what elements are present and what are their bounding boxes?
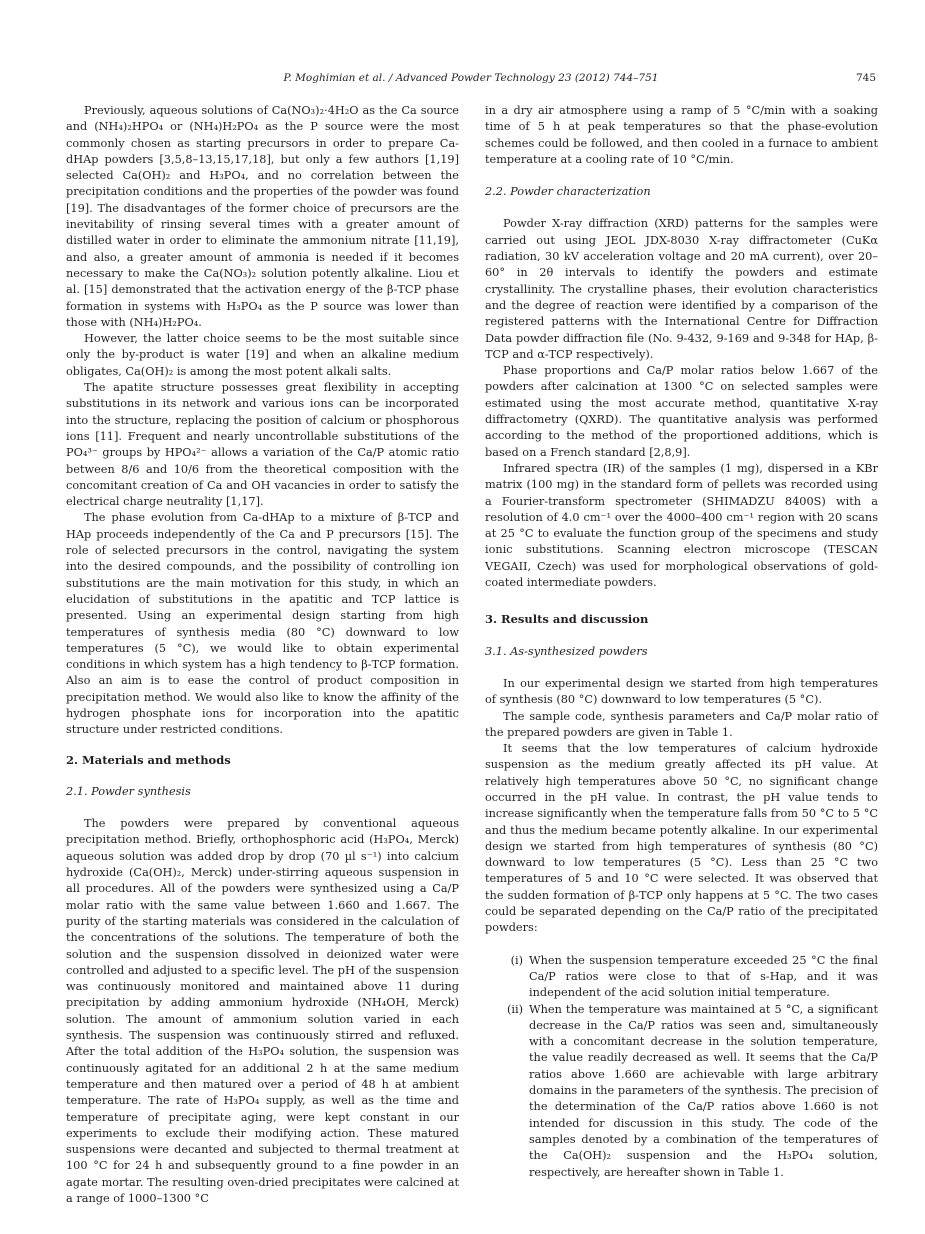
paragraph: The powders were prepared by conventional aqueous precipitation method. Briefly, orthophosphoric acid (H₃PO₄, Merck) aqueous solution was added drop by drop (70 µl s⁻¹) into calcium hydroxide (Ca(OH)₂, Merck) under-stirring aqueous suspension in all procedures. All of the powders were synthesized using a Ca/P molar ratio with the same value between 1.660 and 1.667. The purity of the starting materials was considered in the calculation of the concentrations of the solutions. The temperature of both the solution and the suspension dissolved in deionized water were controlled and adjusted to a specific level. The pH of the suspension was continuously monitored and maintained above 11 during precipitation by adding ammonium hydroxide (NH₄OH, Merck) solution. The amount of ammonium solution varied in each synthesis. The suspension was continuously stirred and refluxed. After the total addition of the H₃PO₄ solution, the suspension was continuously agitated for an additional 2 h at the same medium temperature and then matured over a period of 48 h at ambient temperature. The rate of H₃PO₄ supply, as well as the time and temperature of precipitate aging, were kept constant in our experiments to exclude their modifying action. These matured suspensions were decanted and subjected to thermal treatment at 100 °C for 24 h and subsequently ground to a fine powder in an agate mortar. The resulting oven-dried precipitates were calcined at a range of 1000–1300 °C	[66, 817, 459, 1205]
paragraph: The sample code, synthesis parameters and Ca/P molar ratio of the prepared powders are given in Table 1.	[485, 709, 878, 739]
subsection-heading: 2.1. Powder synthesis	[66, 784, 191, 798]
paragraph: Previously, aqueous solutions of Ca(NO₃)₂·4H₂O as the Ca source and (NH₄)₂HPO₄ or (NH₄)H₂PO₄ as the P source were the most commonly chosen as starting precursors in order to prepare Ca-dHAp powders [3,5,8–13,15,17,18], but only a few authors [1,19] selected Ca(OH)₂ and H₃PO₄, and no correlation between the precipitation conditions and the properties of the powder was found [19]. The disadvantages of the former choice of precursors are the inevitability of rinsing several times with a greater amount of distilled water in order to eliminate the ammonium nitrate [11,19], and also, a greater amount of ammonia is needed if it becomes necessary to make the Ca(NO₃)₂ solution potently alkaline. Liou et al. [15] demonstrated that the activation energy of the β-TCP phase formation in systems with H₃PO₄ as the P source was lower than those with (NH₄)H₂PO₄.	[66, 104, 459, 329]
paragraph: The apatite structure possesses great flexibility in accepting substitutions in its network and various ions can be incorporated into the structure, replacing the position of calcium or phosphorous ions [11]. Frequent and nearly uncontrollable substitutions of the PO₄³⁻ groups by HPO₄²⁻ allows a variation of the Ca/P atomic ratio between 8/6 and 10/6 from the theoretical composition with the concomitant creation of Ca and OH vacancies in order to satisfy the electrical charge neutrality [1,17].	[66, 381, 459, 509]
list-text: When the suspension temperature exceeded 25 °C the final Ca/P ratios were close to that of s-Hap, and it was independent of the acid solution initial temperature.	[529, 953, 878, 1000]
list-item	[485, 953, 878, 1002]
paragraph: It seems that the low temperatures of calcium hydroxide suspension as the medium greatly affected its pH value. At relatively high temperatures above 50 °C, no significant change occurred in the pH value. In contrast, the pH value tends to increase significantly when the temperature falls from 50 °C to 5 °C and thus the medium became potently alkaline. In our experimental design we started from high temperatures of synthesis (80 °C) downward to low temperatures (5 °C). Less than 25 °C two temperatures of 5 and 10 °C were selected. It was observed that the sudden formation of β-TCP only happens at 5 °C. The two cases could be separated depending on the Ca/P ratio of the precipitated powders:	[485, 742, 878, 935]
page-number: 745	[855, 72, 876, 84]
paragraph: Phase proportions and Ca/P molar ratios below 1.667 of the powders after calcination at 1300 °C on selected samples were estimated using the most accurate method, quantitative X-ray diffractometry (QXRD). The quantitative analysis was performed according to the method of the proportioned additions, which is based on a French standard [2,8,9].	[485, 364, 878, 459]
section-heading: 2. Materials and methods	[66, 752, 231, 767]
paragraph: In our experimental design we started from high temperatures of synthesis (80 °C) downward to low temperatures (5 °C).	[485, 676, 878, 707]
list-marker: (ii)	[506, 1002, 523, 1016]
subsection-heading: 3.1. As-synthesized powders	[485, 644, 648, 658]
running-title: P. Moghimian et al. / Advanced Powder Technology 23 (2012) 744–751	[283, 72, 659, 84]
left-column	[66, 103, 459, 1207]
list-text: When the temperature was maintained at 5 °C, a significant decrease in the Ca/P ratios was seen and, simultaneously with a concomitant decrease in the solution temperature, the value readily decreased as well. It seems that the Ca/P ratios above 1.660 are achievable with large arbitrary domains in the parameters of the synthesis. The precision of the determination of the Ca/P ratios above 1.660 is not intended for discussion in this study. The code of the samples denoted by a combination of the temperatures of the Ca(OH)₂ suspension and the H₃PO₄ solution, respectively, are hereafter shown in Table 1.	[529, 1002, 878, 1179]
subsection-heading: 2.2. Powder characterization	[485, 185, 651, 199]
list-item	[485, 1002, 878, 1181]
right-column	[485, 103, 878, 1181]
list-marker: (i)	[510, 953, 523, 967]
paragraph: in a dry air atmosphere using a ramp of 5 °C/min with a soaking time of 5 h at peak temperatures so that the phase-evolution schemes could be followed, and then cooled in a furnace to ambient temperature at a cooling rate of 10 °C/min.	[485, 104, 878, 166]
paragraph: However, the latter choice seems to be the most suitable since only the by-product is water [19] and when an alkaline medium obligates, Ca(OH)₂ is among the most potent alkali salts.	[66, 332, 459, 378]
paragraph: Powder X-ray diffraction (XRD) patterns for the samples were carried out using JEOL JDX-8030 X-ray diffractometer (CuKα radiation, 30 kV acceleration voltage and 20 mA current), over 20–60° in 2θ intervals to identify the powders and estimate crystallinity. The crystalline phases, their evolution characteristics and the degree of reaction were identified by a comparison of the registered patterns with the International Centre for Diffraction Data powder diffraction file (No. 9-432, 9-169 and 9-348 for HAp, β-TCP and α-TCP respectively).	[485, 217, 878, 361]
numbered-list	[485, 953, 878, 1181]
paragraph: The phase evolution from Ca-dHAp to a mixture of β-TCP and HAp proceeds independently of the Ca and P precursors [15]. The role of selected precursors in the control, navigating the system into the desired compounds, and the possibility of controlling ion substitutions are the main motivation for this study, in which an elucidation of substitutions in the apatitic and TCP lattice is presented. Using an experimental design starting from high temperatures of synthesis media (80 °C) downward to low temperatures (5 °C), we would like to obtain experimental conditions in which system has a high tendency to β-TCP formation. Also an aim is to ease the control of product composition in precipitation method. We would also like to know the affinity of the hydrogen phosphate ions for incorporation into the apatitic structure under restricted conditions.	[66, 511, 459, 737]
paragraph: Infrared spectra (IR) of the samples (1 mg), dispersed in a KBr matrix (100 mg) in the standard form of pellets was recorded using a Fourier-transform spectrometer (SHIMADZU 8400S) with a resolution of 4.0 cm⁻¹ over the 4000–400 cm⁻¹ region with 20 scans at 25 °C to evaluate the function group of the specimens and study ionic substitutions. Scanning electron microscope (TESCAN VEGAII, Czech) was used for morphological observations of gold-coated intermediate powders.	[485, 461, 878, 590]
section-heading: 3. Results and discussion	[485, 612, 649, 627]
